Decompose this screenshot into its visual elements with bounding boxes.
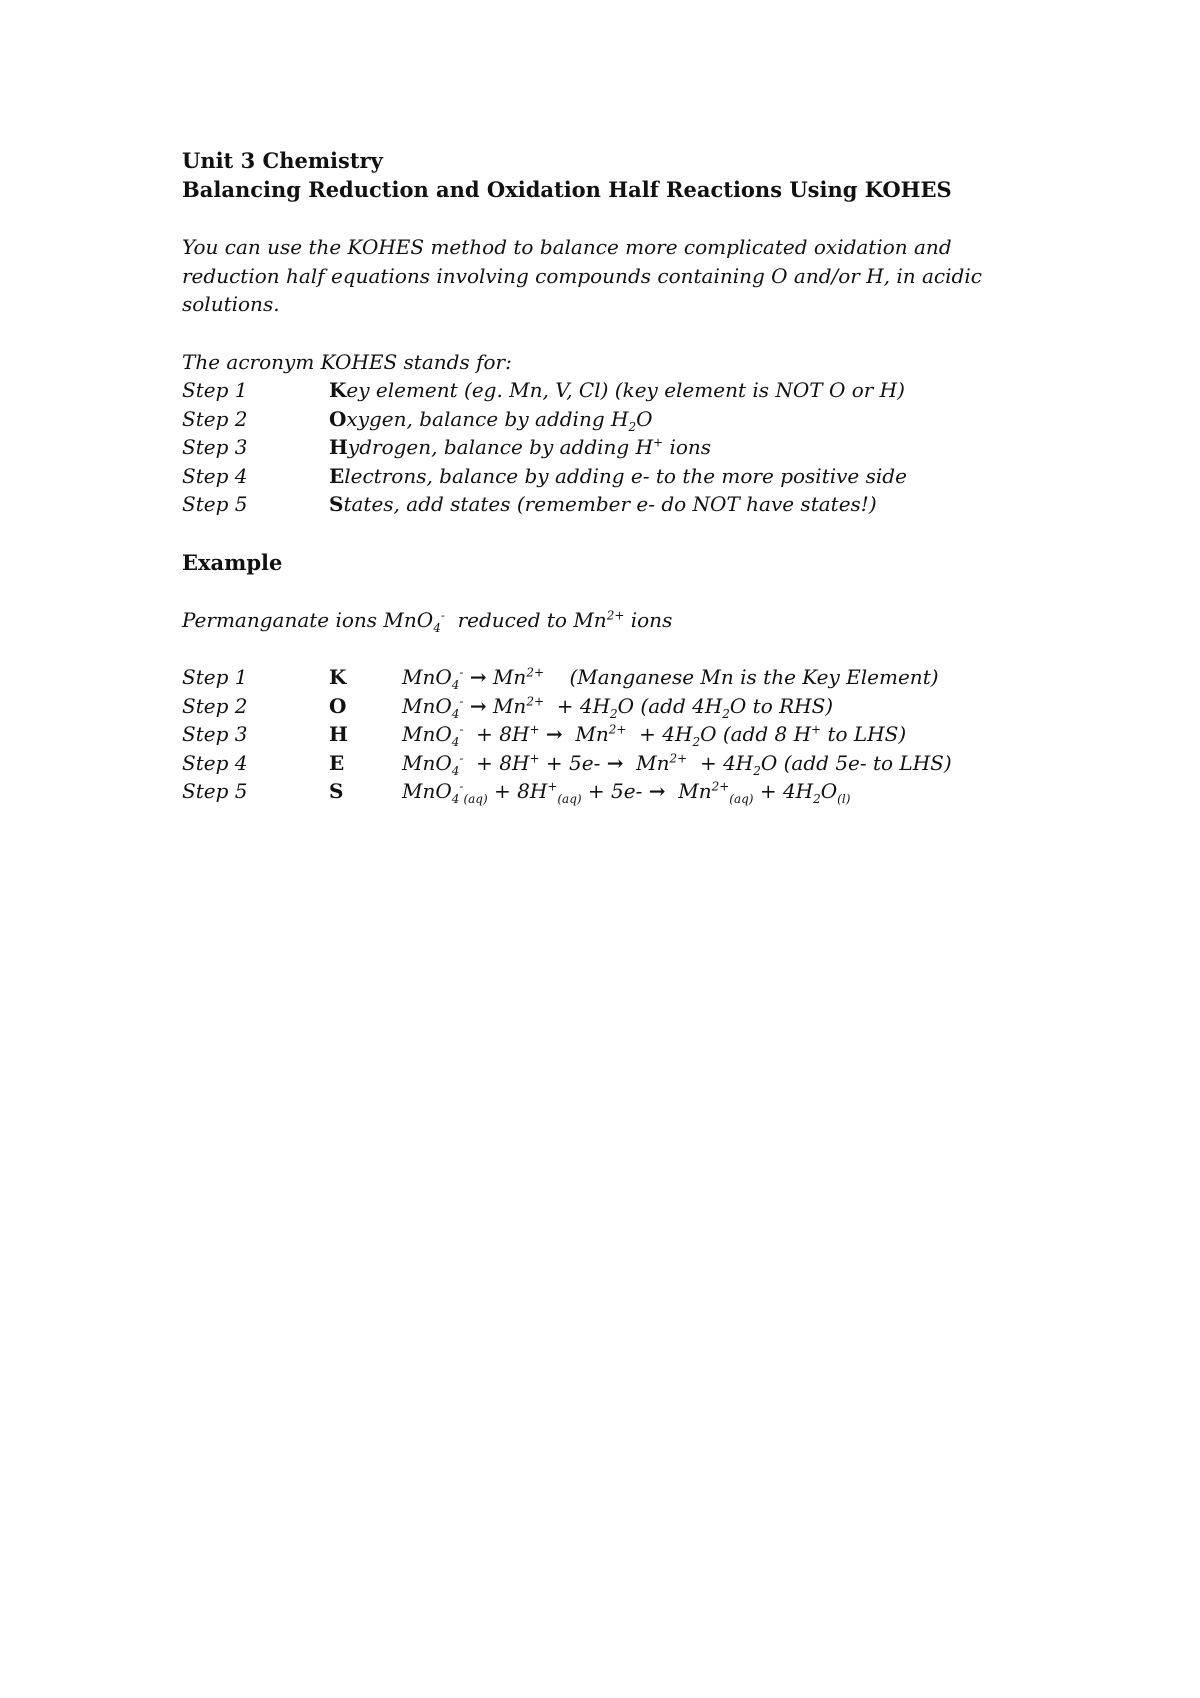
step-label: Step 4 <box>182 463 248 488</box>
state-symbol: (aq) <box>557 792 582 806</box>
step-initial: S <box>329 492 344 516</box>
example-description: Permanganate ions MnO$_4$- reduced to $Mn^{2+}$ ions <box>182 607 673 635</box>
step-description: ey element (eg. Mn, V, Cl) (key element is NOT O or H) <box>346 378 905 402</box>
kohes-step <box>182 462 1082 491</box>
unit-title: Unit 3 Chemistry <box>182 148 383 173</box>
acronym-intro: The acronym KOHES stands for: <box>182 349 512 374</box>
kohes-steps-list <box>182 376 1082 519</box>
half-equation: $MnO_4^- + 8H^+ \to Mn^{2+} + 4H_2O$ (add 8 H+ to LHS) <box>402 722 907 749</box>
step-description: ydrogen, balance by adding H <box>347 435 654 459</box>
intro-line-3: solutions. <box>182 292 280 316</box>
step-label: Step 5 <box>182 779 248 803</box>
step-letter: S <box>329 779 344 803</box>
step-label: Step 3 <box>182 435 248 459</box>
half-equation: $MnO_4^-_{(aq)} + 8H^+_{(aq)} + 5e- \to Mn^{2+}_{(aq)} + 4H_2O_{(l)}$ <box>402 779 851 806</box>
step-label: Step 2 <box>182 693 248 718</box>
example-steps-table <box>182 663 1082 806</box>
half-equation: $MnO_4^- \to Mn^{2+}$ (Manganese Mn is the Key Element) <box>402 665 939 692</box>
half-equation: $MnO_4^- \to Mn^{2+} + 4H_2O$ (add $4H_2O$ to RHS) <box>402 693 834 721</box>
step-letter: E <box>329 750 345 775</box>
step-label: Step 3 <box>182 722 248 746</box>
step-label: Step 1 <box>182 665 248 689</box>
step-letter: K <box>329 665 347 689</box>
step-label: Step 2 <box>182 406 248 431</box>
example-step-row <box>182 663 1082 692</box>
example-step-row <box>182 720 1082 749</box>
step-initial: H <box>329 435 348 459</box>
state-symbol: (aq) <box>729 792 754 806</box>
step-letter: H <box>329 722 348 746</box>
page-title: Balancing Reduction and Oxidation Half Reactions Using KOHES <box>182 177 952 202</box>
state-symbol: (l) <box>837 792 851 806</box>
example-step-row <box>182 777 1082 806</box>
step-description: tates, add states (remember e- do NOT have states!) <box>343 492 877 516</box>
kohes-step <box>182 376 1082 405</box>
document-body <box>182 146 1082 806</box>
arrow-icon: → <box>469 665 487 689</box>
arrow-icon: → <box>545 722 563 746</box>
step-description: lectrons, balance by adding e- to the more positive side <box>344 463 907 488</box>
intro-line-1: You can use the KOHES method to balance more complicated oxidation and <box>182 235 952 259</box>
example-step-row <box>182 749 1082 778</box>
step-label: Step 5 <box>182 492 248 516</box>
half-equation: $MnO_4^- + 8H^+ + 5e- \to Mn^{2+} + 4H_2O$ (add 5e- to LHS) <box>402 750 952 778</box>
example-step-row <box>182 692 1082 721</box>
step-label: Step 4 <box>182 750 248 775</box>
kohes-step: Step 3 Hydrogen, balance by adding H+ ions <box>182 433 1082 462</box>
arrow-icon: → <box>606 750 624 775</box>
arrow-icon: → <box>648 779 666 803</box>
step-initial: E <box>329 463 345 488</box>
example-heading: Example <box>182 549 283 575</box>
step-initial: O <box>329 406 347 431</box>
state-symbol: (aq) <box>463 792 488 806</box>
step-initial: K <box>329 378 347 402</box>
step-letter: O <box>329 693 347 718</box>
step-description: xygen, balance by adding H <box>346 406 629 431</box>
kohes-step: Step 2 Oxygen, balance by adding $H_2O$ <box>182 406 653 434</box>
arrow-icon: → <box>469 693 487 718</box>
step-label: Step 1 <box>182 378 248 402</box>
kohes-step <box>182 490 1082 519</box>
intro-line-2: reduction half equations involving compounds containing O and/or H, in acidic <box>182 263 982 288</box>
